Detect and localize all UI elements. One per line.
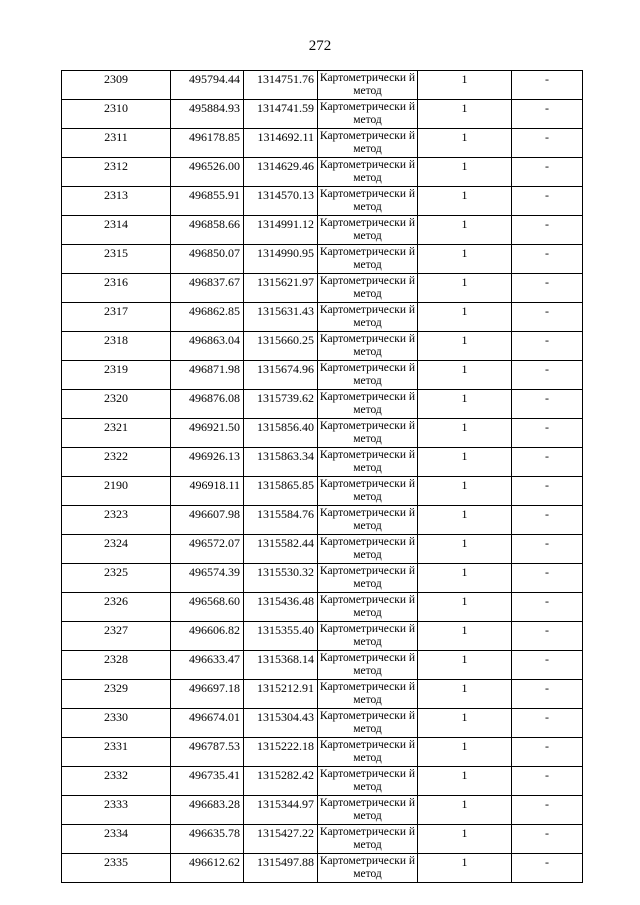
note-cell: -: [512, 564, 583, 593]
note-cell: -: [512, 158, 583, 187]
method-cell: Картометрически й метод: [318, 332, 418, 361]
table-row: [62, 332, 583, 361]
table-row: [62, 709, 583, 738]
note-cell: -: [512, 129, 583, 158]
point-number-cell: 2310: [62, 100, 171, 129]
accuracy-cell: 1: [418, 361, 512, 390]
y-coordinate-cell: 1314629.46: [244, 158, 318, 187]
accuracy-cell: 1: [418, 593, 512, 622]
method-cell: Картометрически й метод: [318, 854, 418, 883]
y-coordinate-cell: 1314991.12: [244, 216, 318, 245]
point-number-cell: 2326: [62, 593, 171, 622]
point-number-cell: 2316: [62, 274, 171, 303]
accuracy-cell: 1: [418, 158, 512, 187]
note-cell: -: [512, 361, 583, 390]
y-coordinate-cell: 1314570.13: [244, 187, 318, 216]
method-cell: Картометрически й метод: [318, 535, 418, 564]
y-coordinate-cell: 1315304.43: [244, 709, 318, 738]
table-row: [62, 825, 583, 854]
y-coordinate-cell: 1314751.76: [244, 71, 318, 100]
x-coordinate-cell: 496735.41: [171, 767, 244, 796]
table-row: [62, 651, 583, 680]
x-coordinate-cell: 496926.13: [171, 448, 244, 477]
table-row: [62, 535, 583, 564]
accuracy-cell: 1: [418, 448, 512, 477]
note-cell: -: [512, 390, 583, 419]
table-row: [62, 129, 583, 158]
method-cell: Картометрически й метод: [318, 71, 418, 100]
x-coordinate-cell: 495794.44: [171, 71, 244, 100]
point-number-cell: 2330: [62, 709, 171, 738]
method-cell: Картометрически й метод: [318, 216, 418, 245]
method-cell: Картометрически й метод: [318, 622, 418, 651]
note-cell: -: [512, 854, 583, 883]
point-number-cell: 2309: [62, 71, 171, 100]
y-coordinate-cell: 1315863.34: [244, 448, 318, 477]
accuracy-cell: 1: [418, 419, 512, 448]
table-row: [62, 448, 583, 477]
x-coordinate-cell: 496633.47: [171, 651, 244, 680]
method-cell: Картометрически й метод: [318, 680, 418, 709]
table-row: [62, 622, 583, 651]
table-row: [62, 419, 583, 448]
page-number: 272: [308, 38, 332, 54]
method-cell: Картометрически й метод: [318, 651, 418, 680]
accuracy-cell: 1: [418, 854, 512, 883]
note-cell: -: [512, 100, 583, 129]
method-cell: Картометрически й метод: [318, 796, 418, 825]
table-row: [62, 361, 583, 390]
method-cell: Картометрически й метод: [318, 448, 418, 477]
y-coordinate-cell: 1315427.22: [244, 825, 318, 854]
note-cell: -: [512, 680, 583, 709]
method-cell: Картометрически й метод: [318, 129, 418, 158]
method-cell: Картометрически й метод: [318, 709, 418, 738]
y-coordinate-cell: 1315856.40: [244, 419, 318, 448]
y-coordinate-cell: 1315865.85: [244, 477, 318, 506]
point-number-cell: 2327: [62, 622, 171, 651]
table-row: [62, 71, 583, 100]
note-cell: -: [512, 767, 583, 796]
accuracy-cell: 1: [418, 535, 512, 564]
point-number-cell: 2323: [62, 506, 171, 535]
note-cell: -: [512, 419, 583, 448]
x-coordinate-cell: 496574.39: [171, 564, 244, 593]
table-row: [62, 854, 583, 883]
y-coordinate-cell: 1315660.25: [244, 332, 318, 361]
method-cell: Картометрически й метод: [318, 158, 418, 187]
table-row: [62, 680, 583, 709]
table-row: [62, 593, 583, 622]
table-row: [62, 216, 583, 245]
accuracy-cell: 1: [418, 332, 512, 361]
method-cell: Картометрически й метод: [318, 738, 418, 767]
method-cell: Картометрически й метод: [318, 477, 418, 506]
table-body: [62, 71, 583, 883]
accuracy-cell: 1: [418, 477, 512, 506]
x-coordinate-cell: 496683.28: [171, 796, 244, 825]
note-cell: -: [512, 216, 583, 245]
accuracy-cell: 1: [418, 709, 512, 738]
table-row: [62, 274, 583, 303]
x-coordinate-cell: 496697.18: [171, 680, 244, 709]
accuracy-cell: 1: [418, 767, 512, 796]
x-coordinate-cell: 496921.50: [171, 419, 244, 448]
y-coordinate-cell: 1315497.88: [244, 854, 318, 883]
method-cell: Картометрически й метод: [318, 825, 418, 854]
accuracy-cell: 1: [418, 825, 512, 854]
point-number-cell: 2328: [62, 651, 171, 680]
note-cell: -: [512, 651, 583, 680]
y-coordinate-cell: 1315584.76: [244, 506, 318, 535]
method-cell: Картометрически й метод: [318, 506, 418, 535]
accuracy-cell: 1: [418, 216, 512, 245]
table-row: [62, 100, 583, 129]
point-number-cell: 2325: [62, 564, 171, 593]
y-coordinate-cell: 1315368.14: [244, 651, 318, 680]
accuracy-cell: 1: [418, 100, 512, 129]
table-row: [62, 738, 583, 767]
method-cell: Картометрически й метод: [318, 187, 418, 216]
x-coordinate-cell: 496607.98: [171, 506, 244, 535]
y-coordinate-cell: 1315355.40: [244, 622, 318, 651]
x-coordinate-cell: 496572.07: [171, 535, 244, 564]
point-number-cell: 2313: [62, 187, 171, 216]
y-coordinate-cell: 1315739.62: [244, 390, 318, 419]
note-cell: -: [512, 535, 583, 564]
point-number-cell: 2332: [62, 767, 171, 796]
x-coordinate-cell: 496606.82: [171, 622, 244, 651]
table-row: [62, 506, 583, 535]
method-cell: Картометрически й метод: [318, 361, 418, 390]
table-row: [62, 390, 583, 419]
accuracy-cell: 1: [418, 506, 512, 535]
method-cell: Картометрически й метод: [318, 274, 418, 303]
accuracy-cell: 1: [418, 738, 512, 767]
x-coordinate-cell: 496612.62: [171, 854, 244, 883]
note-cell: -: [512, 187, 583, 216]
point-number-cell: 2311: [62, 129, 171, 158]
point-number-cell: 2312: [62, 158, 171, 187]
y-coordinate-cell: 1315621.97: [244, 274, 318, 303]
y-coordinate-cell: 1315631.43: [244, 303, 318, 332]
point-number-cell: 2317: [62, 303, 171, 332]
method-cell: Картометрически й метод: [318, 767, 418, 796]
table-row: [62, 158, 583, 187]
accuracy-cell: 1: [418, 680, 512, 709]
y-coordinate-cell: 1314692.11: [244, 129, 318, 158]
point-number-cell: 2318: [62, 332, 171, 361]
note-cell: -: [512, 738, 583, 767]
method-cell: Картометрически й метод: [318, 419, 418, 448]
note-cell: -: [512, 825, 583, 854]
method-cell: Картометрически й метод: [318, 303, 418, 332]
point-number-cell: 2320: [62, 390, 171, 419]
accuracy-cell: 1: [418, 187, 512, 216]
point-number-cell: 2334: [62, 825, 171, 854]
x-coordinate-cell: 496837.67: [171, 274, 244, 303]
point-number-cell: 2190: [62, 477, 171, 506]
accuracy-cell: 1: [418, 651, 512, 680]
point-number-cell: 2321: [62, 419, 171, 448]
accuracy-cell: 1: [418, 245, 512, 274]
y-coordinate-cell: 1314990.95: [244, 245, 318, 274]
x-coordinate-cell: 496871.98: [171, 361, 244, 390]
accuracy-cell: 1: [418, 274, 512, 303]
accuracy-cell: 1: [418, 564, 512, 593]
x-coordinate-cell: 496526.00: [171, 158, 244, 187]
note-cell: -: [512, 709, 583, 738]
y-coordinate-cell: 1315222.18: [244, 738, 318, 767]
x-coordinate-cell: 496178.85: [171, 129, 244, 158]
x-coordinate-cell: 496674.01: [171, 709, 244, 738]
note-cell: -: [512, 332, 583, 361]
note-cell: -: [512, 622, 583, 651]
table-row: [62, 564, 583, 593]
note-cell: -: [512, 796, 583, 825]
y-coordinate-cell: 1315530.32: [244, 564, 318, 593]
point-number-cell: 2315: [62, 245, 171, 274]
y-coordinate-cell: 1315582.44: [244, 535, 318, 564]
note-cell: -: [512, 303, 583, 332]
table-row: [62, 187, 583, 216]
x-coordinate-cell: 496876.08: [171, 390, 244, 419]
x-coordinate-cell: 496568.60: [171, 593, 244, 622]
note-cell: -: [512, 245, 583, 274]
note-cell: -: [512, 448, 583, 477]
method-cell: Картометрически й метод: [318, 245, 418, 274]
x-coordinate-cell: 496850.07: [171, 245, 244, 274]
point-number-cell: 2314: [62, 216, 171, 245]
point-number-cell: 2335: [62, 854, 171, 883]
accuracy-cell: 1: [418, 796, 512, 825]
table-row: [62, 796, 583, 825]
x-coordinate-cell: 495884.93: [171, 100, 244, 129]
accuracy-cell: 1: [418, 71, 512, 100]
y-coordinate-cell: 1315436.48: [244, 593, 318, 622]
accuracy-cell: 1: [418, 622, 512, 651]
method-cell: Картометрически й метод: [318, 100, 418, 129]
x-coordinate-cell: 496862.85: [171, 303, 244, 332]
accuracy-cell: 1: [418, 129, 512, 158]
point-number-cell: 2329: [62, 680, 171, 709]
y-coordinate-cell: 1314741.59: [244, 100, 318, 129]
note-cell: -: [512, 274, 583, 303]
table-row: [62, 303, 583, 332]
method-cell: Картометрически й метод: [318, 593, 418, 622]
coordinates-table: [61, 70, 583, 883]
accuracy-cell: 1: [418, 390, 512, 419]
x-coordinate-cell: 496855.91: [171, 187, 244, 216]
point-number-cell: 2324: [62, 535, 171, 564]
method-cell: Картометрически й метод: [318, 390, 418, 419]
y-coordinate-cell: 1315674.96: [244, 361, 318, 390]
x-coordinate-cell: 496787.53: [171, 738, 244, 767]
note-cell: -: [512, 593, 583, 622]
x-coordinate-cell: 496858.66: [171, 216, 244, 245]
note-cell: -: [512, 71, 583, 100]
table-row: [62, 767, 583, 796]
note-cell: -: [512, 506, 583, 535]
y-coordinate-cell: 1315212.91: [244, 680, 318, 709]
note-cell: -: [512, 477, 583, 506]
accuracy-cell: 1: [418, 303, 512, 332]
x-coordinate-cell: 496918.11: [171, 477, 244, 506]
method-cell: Картометрически й метод: [318, 564, 418, 593]
point-number-cell: 2331: [62, 738, 171, 767]
y-coordinate-cell: 1315344.97: [244, 796, 318, 825]
point-number-cell: 2333: [62, 796, 171, 825]
point-number-cell: 2319: [62, 361, 171, 390]
table-row: [62, 245, 583, 274]
y-coordinate-cell: 1315282.42: [244, 767, 318, 796]
table-row: [62, 477, 583, 506]
point-number-cell: 2322: [62, 448, 171, 477]
x-coordinate-cell: 496863.04: [171, 332, 244, 361]
x-coordinate-cell: 496635.78: [171, 825, 244, 854]
